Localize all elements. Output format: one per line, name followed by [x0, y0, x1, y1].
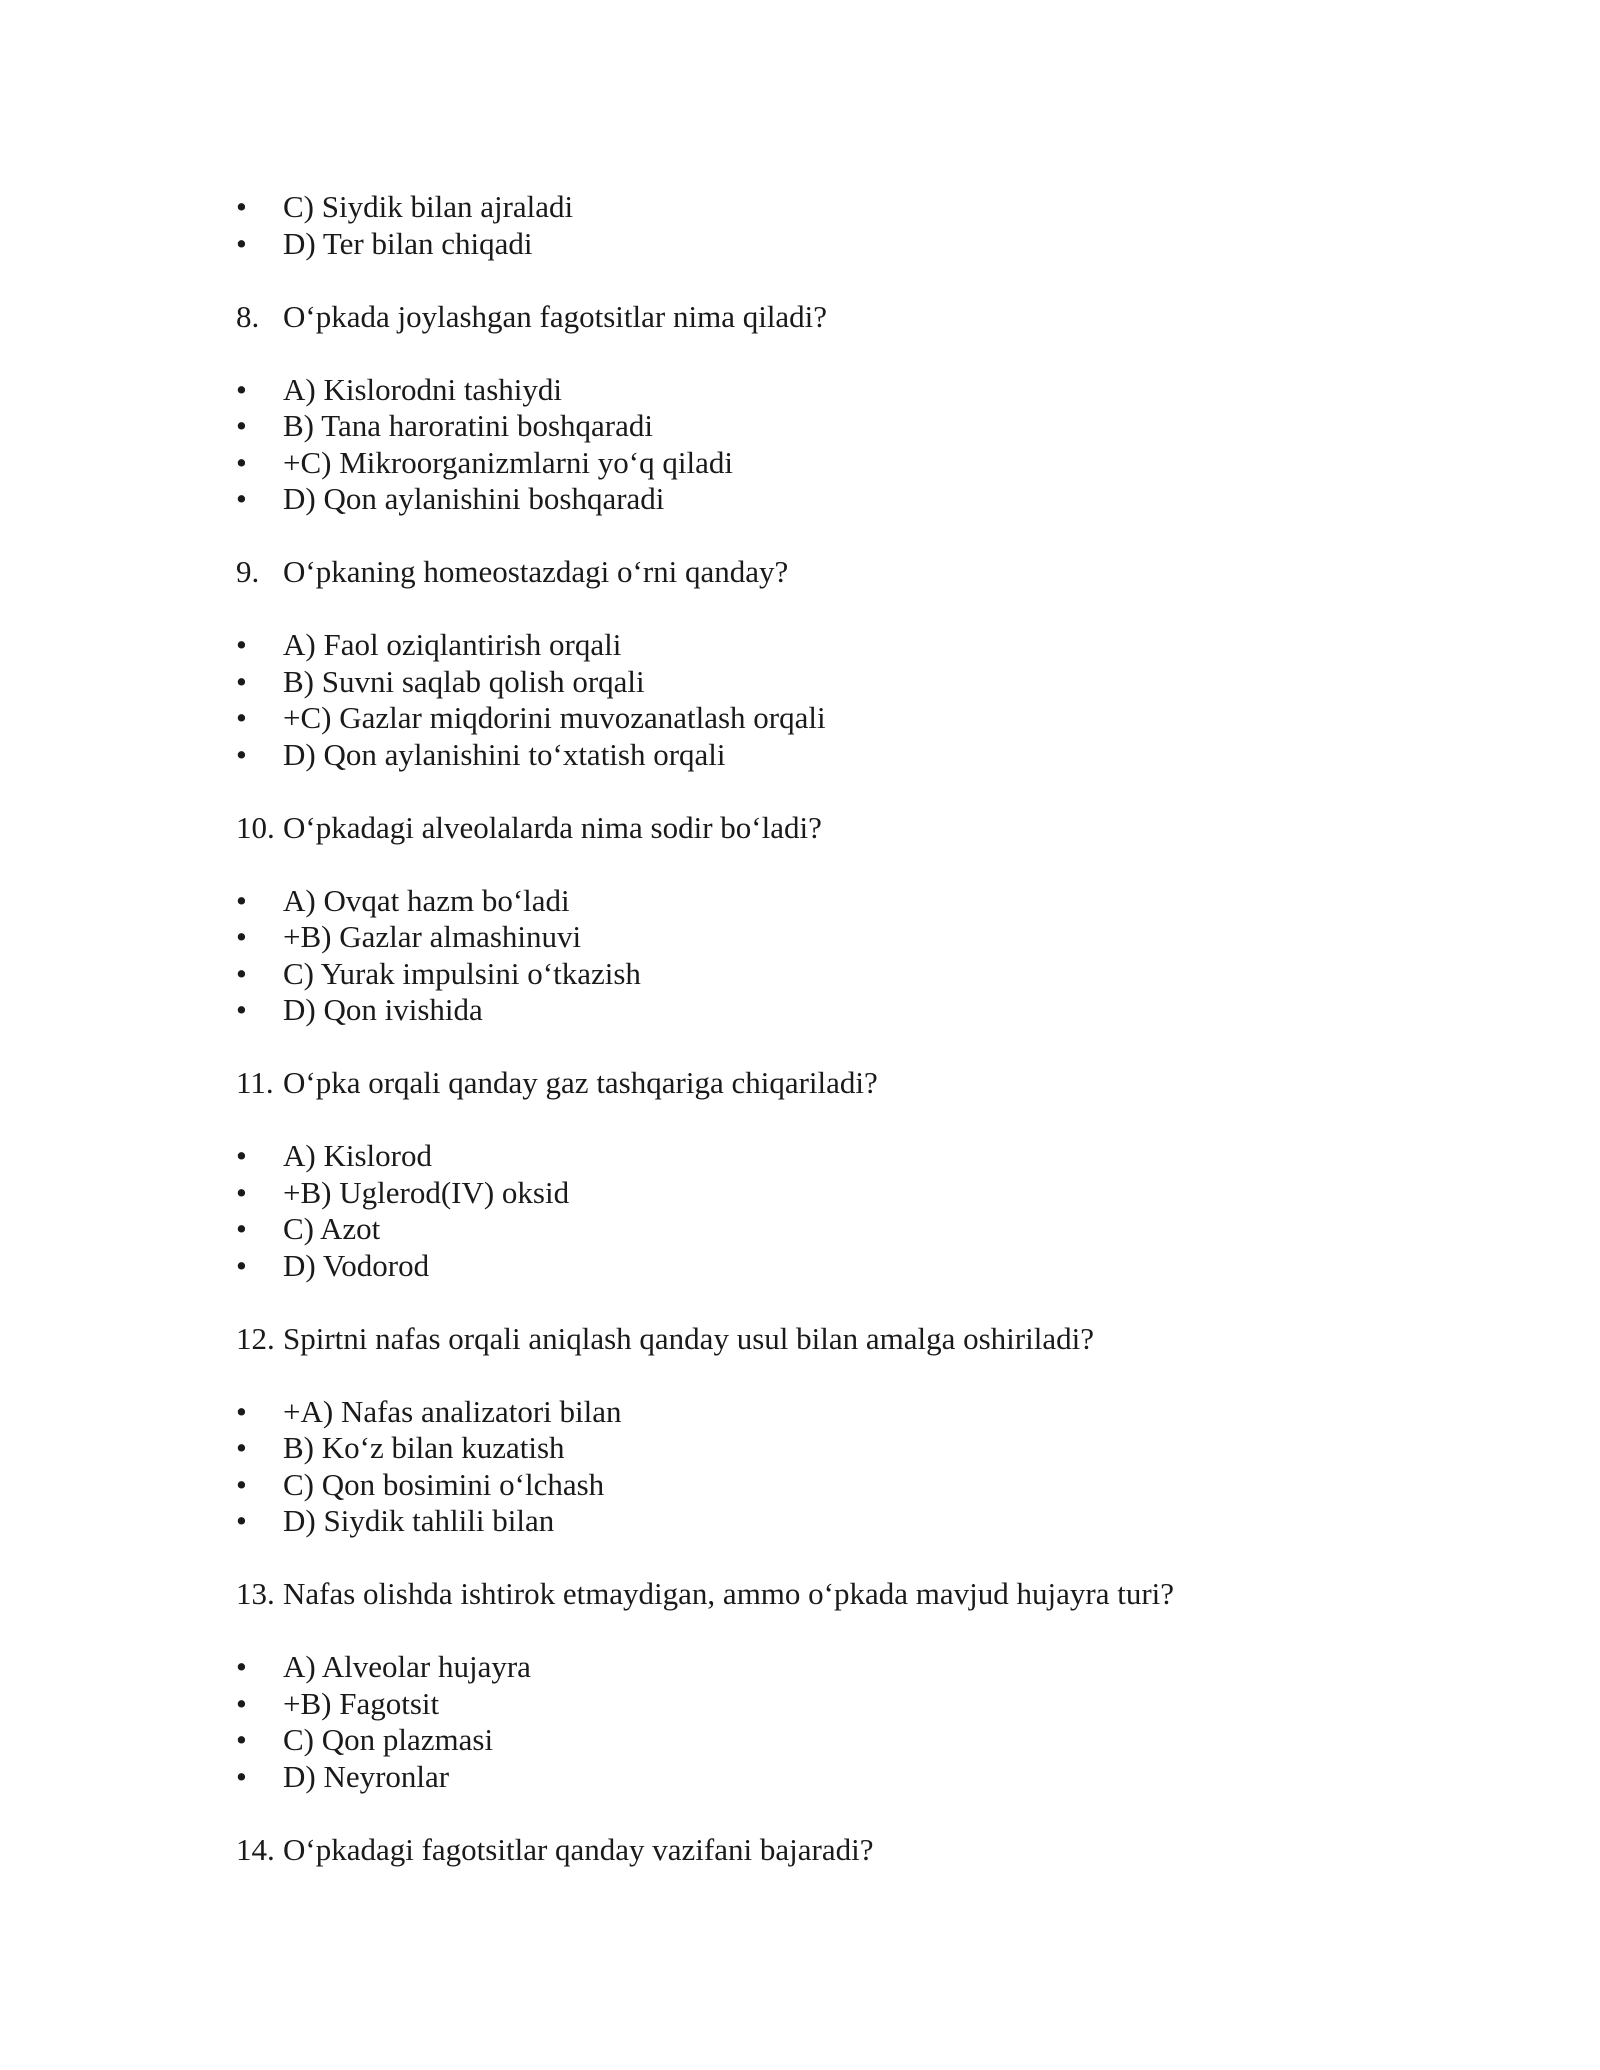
- option-text: D) Vodorod: [283, 1247, 430, 1283]
- bullet-icon: •: [236, 1685, 247, 1721]
- bullet-icon: •: [236, 955, 247, 991]
- option-text: A) Kislorod: [283, 1138, 432, 1173]
- list-item: [236, 992, 1436, 1029]
- spacer: [236, 773, 1436, 810]
- bullet-icon: •: [236, 1466, 247, 1502]
- spacer: [236, 1284, 1436, 1321]
- bullet-icon: •: [236, 663, 247, 699]
- spacer: [236, 1029, 1436, 1066]
- bullet-icon: •: [236, 736, 247, 772]
- spacer: [236, 335, 1436, 372]
- list-item: [236, 1759, 1436, 1796]
- bullet-icon: •: [236, 1649, 247, 1684]
- list-item: [236, 627, 1436, 664]
- bullet-icon: •: [236, 1758, 247, 1794]
- list-item: [236, 189, 1436, 226]
- bullet-icon: •: [236, 627, 247, 662]
- question-text: Oʻpka orqali qanday gaz tashqariga chiqariladi?: [283, 1065, 878, 1100]
- bullet-icon: •: [236, 408, 247, 443]
- spacer: [236, 518, 1436, 555]
- question-12: [236, 1321, 1436, 1358]
- question-8: [236, 299, 1436, 336]
- option-text: D) Siydik tahlili bilan: [283, 1503, 555, 1538]
- option-text: A) Kislorodni tashiydi: [283, 371, 562, 407]
- list-item: [236, 445, 1436, 482]
- list-item: [236, 919, 1436, 956]
- option-text: D) Qon ivishida: [283, 992, 483, 1027]
- spacer: [236, 1795, 1436, 1832]
- spacer: [236, 591, 1436, 628]
- spacer: [236, 1357, 1436, 1394]
- list-item: [236, 883, 1436, 920]
- option-text: B) Tana haroratini boshqaradi: [283, 408, 654, 443]
- question-10: [236, 810, 1436, 847]
- list-item: [236, 1722, 1436, 1759]
- option-text: A) Ovqat hazm boʻladi: [283, 882, 570, 918]
- question-13: [236, 1576, 1436, 1613]
- quiz-content: [236, 189, 1436, 1868]
- bullet-icon: •: [236, 919, 247, 954]
- question-number: 10.: [236, 809, 275, 845]
- list-item: [236, 226, 1436, 263]
- list-item: [236, 700, 1436, 737]
- question-number: 11.: [236, 1065, 274, 1100]
- list-item: [236, 1175, 1436, 1212]
- bullet-icon: •: [236, 225, 247, 261]
- list-item: [236, 481, 1436, 518]
- bullet-icon: •: [236, 1138, 247, 1173]
- list-item: [236, 1430, 1436, 1467]
- option-text: +A) Nafas analizatori bilan: [283, 1393, 622, 1429]
- list-item: [236, 1649, 1436, 1686]
- question-text: Oʻpkadagi alveolalarda nima sodir boʻladi?: [283, 809, 822, 845]
- option-text: C) Yurak impulsini oʻtkazish: [283, 955, 641, 991]
- bullet-icon: •: [236, 1174, 247, 1210]
- question-number: 13.: [236, 1576, 275, 1611]
- bullet-icon: •: [236, 444, 247, 480]
- spacer: [236, 846, 1436, 883]
- option-text: A) Alveolar hujayra: [283, 1649, 531, 1684]
- bullet-icon: •: [236, 1503, 247, 1538]
- option-text: +C) Gazlar miqdorini muvozanatlash orqali: [283, 700, 826, 735]
- option-text: +C) Mikroorganizmlarni yoʻq qiladi: [283, 444, 733, 480]
- question-number: 9.: [236, 554, 260, 589]
- option-text: +B) Uglerod(IV) oksid: [283, 1174, 570, 1210]
- option-text: B) Suvni saqlab qolish orqali: [283, 663, 645, 699]
- bullet-icon: •: [236, 481, 247, 516]
- list-item: [236, 1248, 1436, 1285]
- list-item: [236, 664, 1436, 701]
- option-text: +B) Gazlar almashinuvi: [283, 919, 582, 954]
- question-number: 12.: [236, 1320, 275, 1356]
- option-text: C) Qon plazmasi: [283, 1722, 494, 1757]
- question-9: [236, 554, 1436, 591]
- bullet-icon: •: [236, 1393, 247, 1429]
- option-text: D) Qon aylanishini boshqaradi: [283, 481, 665, 516]
- list-item: [236, 1503, 1436, 1540]
- bullet-icon: •: [236, 700, 247, 735]
- question-number: 14.: [236, 1831, 275, 1867]
- question-text: Oʻpkadagi fagotsitlar qanday vazifani bajaradi?: [283, 1831, 874, 1867]
- option-text: D) Qon aylanishini toʻxtatish orqali: [283, 736, 726, 772]
- option-text: +B) Fagotsit: [283, 1685, 440, 1721]
- question-number: 8.: [236, 298, 260, 334]
- option-text: B) Koʻz bilan kuzatish: [283, 1430, 565, 1465]
- bullet-icon: •: [236, 1247, 247, 1283]
- list-item: [236, 737, 1436, 774]
- bullet-icon: •: [236, 1722, 247, 1757]
- option-text: A) Faol oziqlantirish orqali: [283, 627, 622, 662]
- option-text: C) Qon bosimini oʻlchash: [283, 1466, 605, 1502]
- bullet-icon: •: [236, 1430, 247, 1465]
- list-item: [236, 1138, 1436, 1175]
- list-item: [236, 1394, 1436, 1431]
- option-text: D) Neyronlar: [283, 1758, 450, 1794]
- bullet-icon: •: [236, 992, 247, 1027]
- option-text: D) Ter bilan chiqadi: [283, 225, 533, 261]
- spacer: [236, 262, 1436, 299]
- bullet-icon: •: [236, 882, 247, 918]
- question-14: [236, 1832, 1436, 1869]
- question-text: Spirtni nafas orqali aniqlash qanday usul bilan amalga oshiriladi?: [283, 1320, 1094, 1356]
- spacer: [236, 1613, 1436, 1650]
- bullet-icon: •: [236, 371, 247, 407]
- option-text: C) Azot: [283, 1211, 381, 1246]
- list-item: [236, 372, 1436, 409]
- question-11: [236, 1065, 1436, 1102]
- list-item: [236, 1686, 1436, 1723]
- list-item: [236, 408, 1436, 445]
- list-item: [236, 956, 1436, 993]
- question-text: Oʻpkaning homeostazdagi oʻrni qanday?: [283, 554, 789, 589]
- spacer: [236, 1102, 1436, 1139]
- list-item: [236, 1211, 1436, 1248]
- question-text: Oʻpkada joylashgan fagotsitlar nima qiladi?: [283, 298, 828, 334]
- bullet-icon: •: [236, 189, 247, 224]
- list-item: [236, 1467, 1436, 1504]
- question-text: Nafas olishda ishtirok etmaydigan, ammo oʻpkada mavjud hujayra turi?: [283, 1576, 1175, 1611]
- spacer: [236, 1540, 1436, 1577]
- option-text: C) Siydik bilan ajraladi: [283, 189, 574, 224]
- bullet-icon: •: [236, 1211, 247, 1246]
